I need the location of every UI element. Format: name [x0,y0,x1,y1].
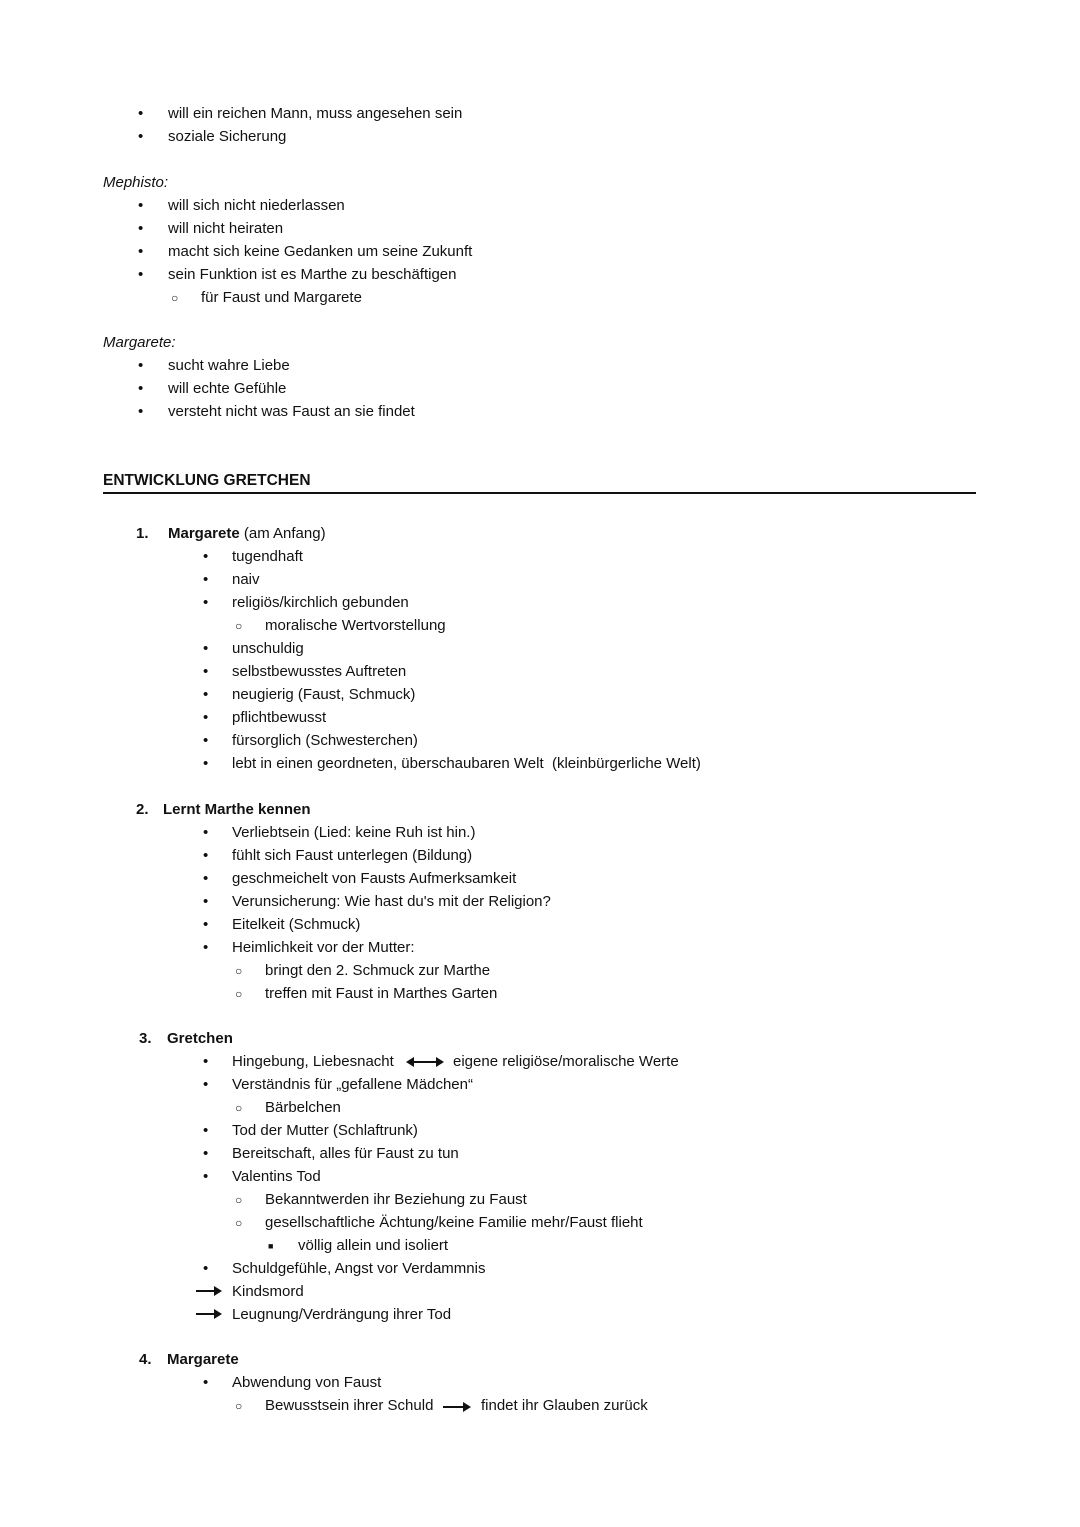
bullet-marker [203,938,208,958]
list-item-contrast: eigene religiöse/moralische Werte [453,1053,679,1070]
stage-title [168,524,326,544]
list-item: Tod der Mutter (Schlaftrunk) [232,1122,418,1139]
list-item: Schuldgefühle, Angst vor Verdammnis [232,1260,486,1277]
stage-number: 4. [139,1351,152,1368]
section-title-mephisto: Mephisto: [103,174,169,191]
stage-title: Gretchen [167,1030,233,1047]
bullet-marker [203,1075,208,1095]
sub-list-item: Bewusstsein ihrer Schuld [265,1397,434,1414]
list-item: soziale Sicherung [168,128,287,145]
arrow-list-item: Kindsmord [232,1283,304,1300]
list-item: sucht wahre Liebe [168,357,290,374]
sub-list-item: treffen mit Faust in Marthes Garten [265,985,498,1002]
sub-bullet-marker [235,961,242,981]
bullet-marker [203,662,208,682]
stage-title-bold: Margarete [168,525,240,542]
list-item: tugendhaft [232,548,303,565]
list-item: geschmeichelt von Fausts Aufmerksamkeit [232,870,517,887]
list-item: will echte Gefühle [168,380,287,397]
sub-list-item: Bärbelchen [265,1099,341,1116]
bullet-marker [203,869,208,889]
list-item: Verliebtsein (Lied: keine Ruh ist hin.) [232,824,476,841]
list-item: unschuldig [232,640,304,657]
section-title-margarete: Margarete: [103,334,176,351]
bullet-marker [203,892,208,912]
list-item: Abwendung von Faust [232,1374,382,1391]
bullet-marker [203,708,208,728]
bullet-marker [203,547,208,567]
bullet-marker [138,127,143,147]
bullet-marker [138,356,143,376]
sub-bullet-marker [235,1098,242,1118]
bullet-marker [203,570,208,590]
bullet-marker [203,639,208,659]
bullet-marker [138,402,143,422]
sub-bullet-marker [235,1190,242,1210]
sub-sub-list-item: völlig allein und isoliert [298,1237,449,1254]
list-item: Bereitschaft, alles für Faust zu tun [232,1145,459,1162]
sub-bullet-marker [235,616,242,636]
arrow-list-item: Leugnung/Verdrängung ihrer Tod [232,1306,452,1323]
list-item: lebt in einen geordneten, überschaubaren Welt (kleinbürgerliche Welt) [232,755,701,772]
bullet-marker [203,1121,208,1141]
list-item: versteht nicht was Faust an sie findet [168,403,415,420]
list-item: fühlt sich Faust unterlegen (Bildung) [232,847,473,864]
list-item: naiv [232,571,260,588]
list-item: pflichtbewusst [232,709,327,726]
stage-number: 3. [139,1030,152,1047]
list-item: Hingebung, Liebesnacht [232,1053,394,1070]
arrow-right-icon [443,1406,469,1408]
bullet-marker [138,196,143,216]
list-item: Verständnis für „gefallene Mädchen“ [232,1076,473,1093]
sub-bullet-marker [235,1213,242,1233]
bullet-marker [203,1259,208,1279]
stage-number: 1. [136,525,149,542]
list-item: sein Funktion ist es Marthe zu beschäftigen [168,266,457,283]
list-item: will ein reichen Mann, muss angesehen sein [168,105,463,122]
list-item: Eitelkeit (Schmuck) [232,916,361,933]
bullet-marker [203,846,208,866]
sub-sub-bullet-marker [268,1236,273,1256]
list-item: religiös/kirchlich gebunden [232,594,409,611]
list-item: will nicht heiraten [168,220,284,237]
heading-entwicklung-gretchen: ENTWICKLUNG GRETCHEN [103,472,976,494]
sub-bullet-marker [171,288,178,308]
bullet-marker [203,754,208,774]
stage-title: Lernt Marthe kennen [163,801,311,818]
sub-list-item: bringt den 2. Schmuck zur Marthe [265,962,491,979]
list-item: Heimlichkeit vor der Mutter: [232,939,415,956]
sub-list-item: für Faust und Margarete [201,289,362,306]
stage-title: Margarete [167,1351,239,1368]
list-item: Valentins Tod [232,1168,321,1185]
list-item: Verunsicherung: Wie hast du's mit der Religion? [232,893,551,910]
stage-number: 2. [136,801,149,818]
sub-list-item: Bekanntwerden ihr Beziehung zu Faust [265,1191,527,1208]
bullet-marker [203,1167,208,1187]
bullet-marker [203,685,208,705]
bullet-marker [203,823,208,843]
stage-title-rest: (am Anfang) [239,525,326,542]
list-item: neugierig (Faust, Schmuck) [232,686,416,703]
bullet-marker [203,1373,208,1393]
bullet-marker [203,593,208,613]
double-arrow-icon [408,1061,442,1063]
list-item: macht sich keine Gedanken um seine Zukunft [168,243,473,260]
bullet-marker [203,1052,208,1072]
sub-list-item-result: findet ihr Glauben zurück [481,1397,648,1414]
bullet-marker [203,1144,208,1164]
list-item: fürsorglich (Schwesterchen) [232,732,418,749]
bullet-marker [138,379,143,399]
sub-bullet-marker [235,984,242,1004]
arrow-right-icon [196,1313,220,1315]
sub-list-item: gesellschaftliche Ächtung/keine Familie mehr/Faust flieht [265,1214,643,1231]
arrow-right-icon [196,1290,220,1292]
sub-bullet-marker [235,1396,242,1416]
bullet-marker [138,104,143,124]
bullet-marker [203,731,208,751]
sub-list-item: moralische Wertvorstellung [265,617,446,634]
bullet-marker [138,265,143,285]
list-item: selbstbewusstes Auftreten [232,663,407,680]
bullet-marker [203,915,208,935]
bullet-marker [138,242,143,262]
bullet-marker [138,219,143,239]
list-item: will sich nicht niederlassen [168,197,345,214]
